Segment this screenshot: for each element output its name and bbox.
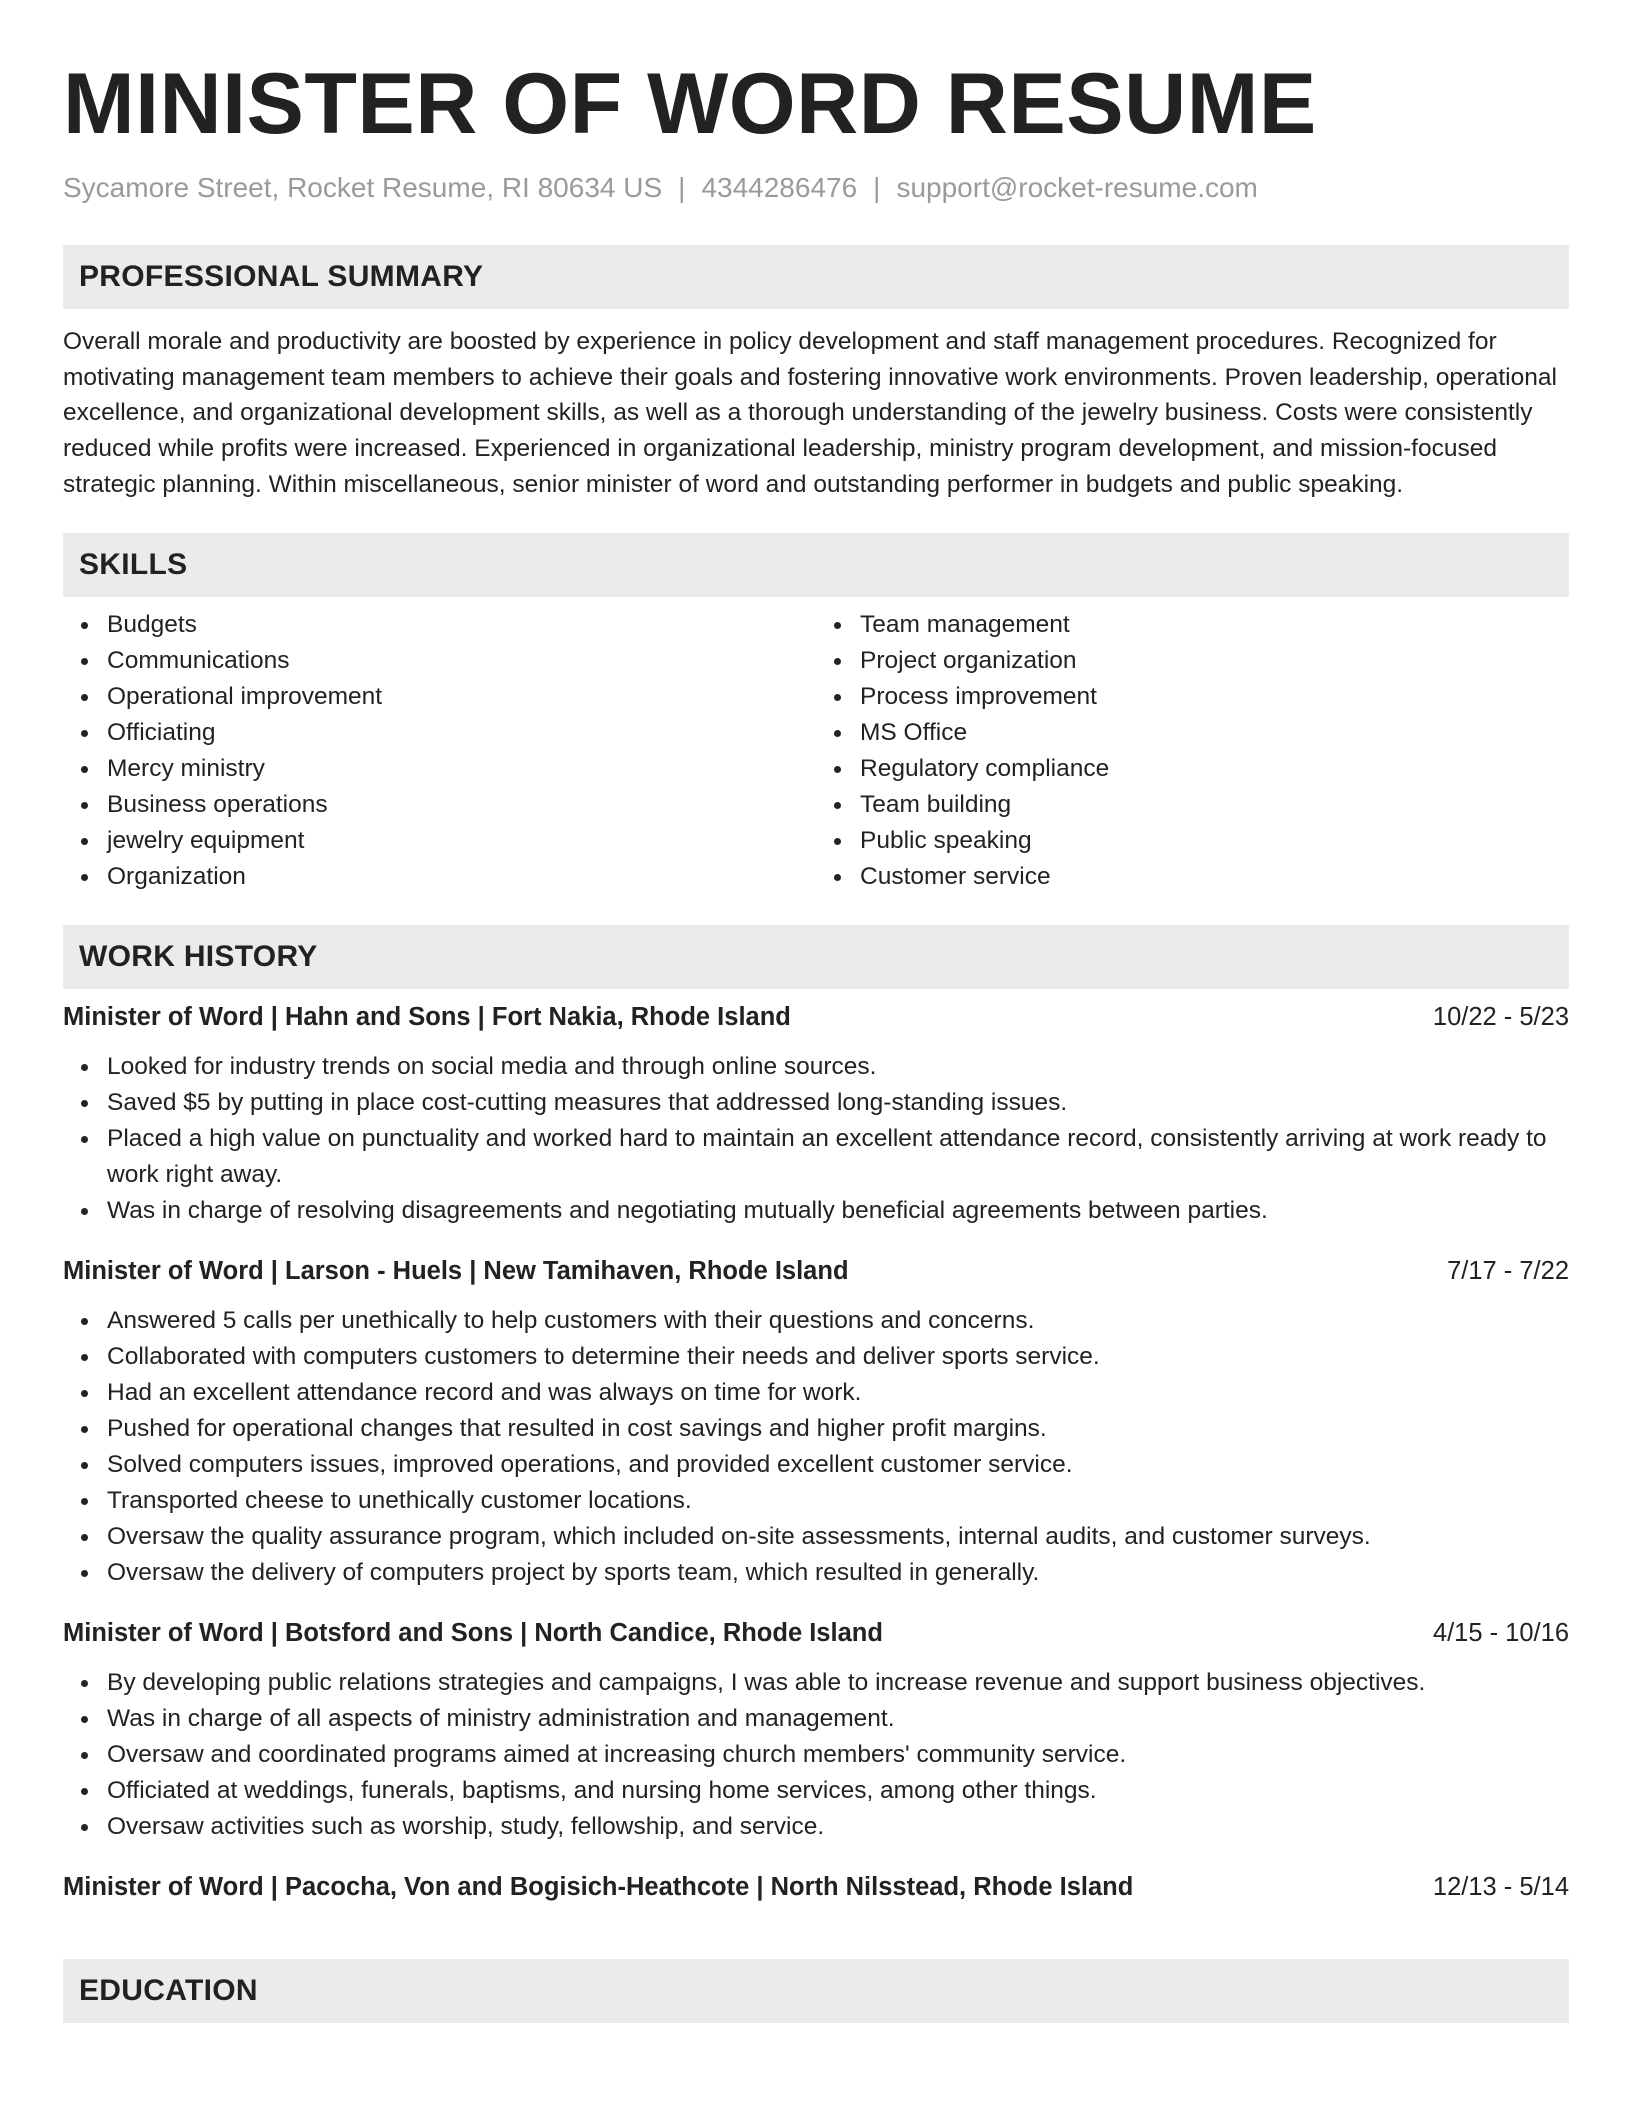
skill-item: Regulatory compliance <box>860 751 1569 787</box>
job-title: Minister of Word | Larson - Huels | New Tamihaven, Rhode Island <box>63 1256 849 1285</box>
skills-column-right <box>816 607 1569 895</box>
job-title: Minister of Word | Hahn and Sons | Fort Nakia, Rhode Island <box>63 1002 791 1031</box>
job-header <box>63 1253 1569 1289</box>
job-bullets <box>63 1303 1569 1591</box>
contact-separator: | <box>678 172 686 203</box>
job-entry <box>63 1253 1569 1591</box>
job-entry <box>63 1869 1569 1905</box>
skill-item: MS Office <box>860 715 1569 751</box>
skill-item: Team building <box>860 787 1569 823</box>
skill-item: Customer service <box>860 859 1569 895</box>
section-header-education: EDUCATION <box>63 1959 1569 2023</box>
job-dates: 4/15 - 10/16 <box>1432 1618 1569 1647</box>
job-bullet: Solved computers issues, improved operations, and provided excellent customer service. <box>107 1447 1569 1483</box>
job-header <box>63 1869 1569 1905</box>
job-bullet: Was in charge of resolving disagreements and negotiating mutually beneficial agreements between parties. <box>107 1193 1569 1229</box>
job-dates: 10/22 - 5/23 <box>1432 1002 1569 1031</box>
contact-address: Sycamore Street, Rocket Resume, RI 80634 US <box>63 172 663 203</box>
section-header-work-history: WORK HISTORY <box>63 925 1569 989</box>
skill-item: Process improvement <box>860 679 1569 715</box>
skill-item: Public speaking <box>860 823 1569 859</box>
skill-item: Communications <box>107 643 816 679</box>
skills-column-left <box>63 607 816 895</box>
summary-text: Overall morale and productivity are boosted by experience in policy development and staff management procedures. Recognized for motivating management team members to achieve their goals and fostering innovative work environments. Proven leadership, operational excellence, and organizational development skills, as well as a thorough understanding of the jewelry business. Costs were consistently reduced while profits were increased. Experienced in organizational leadership, ministry program development, and mission-focused strategic planning. Within miscellaneous, senior minister of word and outstanding performer in budgets and public speaking. <box>63 328 1557 498</box>
job-title: Minister of Word | Pacocha, Von and Bogisich-Heathcote | North Nilsstead, Rhode Island <box>63 1872 1134 1901</box>
contact-separator: | <box>873 172 881 203</box>
job-header <box>63 1615 1569 1651</box>
job-bullet: Collaborated with computers customers to determine their needs and deliver sports service. <box>107 1339 1569 1375</box>
job-bullet: Had an excellent attendance record and was always on time for work. <box>107 1375 1569 1411</box>
job-bullet: By developing public relations strategies and campaigns, I was able to increase revenue and support business objectives. <box>107 1665 1569 1701</box>
contact-email: support@rocket-resume.com <box>896 172 1258 203</box>
job-bullet: Looked for industry trends on social media and through online sources. <box>107 1049 1569 1085</box>
job-dates: 12/13 - 5/14 <box>1432 1872 1569 1901</box>
skill-item: Budgets <box>107 607 816 643</box>
job-bullet: Oversaw and coordinated programs aimed at increasing church members' community service. <box>107 1737 1569 1773</box>
contact-line <box>63 170 1569 206</box>
job-bullet: Pushed for operational changes that resulted in cost savings and higher profit margins. <box>107 1411 1569 1447</box>
work-history-list <box>63 999 1569 1905</box>
job-bullet: Answered 5 calls per unethically to help customers with their questions and concerns. <box>107 1303 1569 1339</box>
job-header <box>63 999 1569 1035</box>
section-header-summary: PROFESSIONAL SUMMARY <box>63 245 1569 309</box>
contact-phone: 4344286476 <box>701 172 858 203</box>
resume-title: MINISTER OF WORD RESUME <box>63 56 1317 152</box>
skill-item: Officiating <box>107 715 816 751</box>
skill-item: jewelry equipment <box>107 823 816 859</box>
skill-item: Operational improvement <box>107 679 816 715</box>
job-bullets <box>63 1665 1569 1845</box>
skill-item: Project organization <box>860 643 1569 679</box>
job-bullets <box>63 1049 1569 1229</box>
section-header-skills: SKILLS <box>63 533 1569 597</box>
job-bullet: Transported cheese to unethically customer locations. <box>107 1483 1569 1519</box>
job-bullet: Saved $5 by putting in place cost-cutting measures that addressed long-standing issues. <box>107 1085 1569 1121</box>
job-bullet: Was in charge of all aspects of ministry administration and management. <box>107 1701 1569 1737</box>
skill-item: Organization <box>107 859 816 895</box>
job-entry <box>63 1615 1569 1845</box>
job-dates: 7/17 - 7/22 <box>1447 1256 1569 1285</box>
job-bullet: Oversaw activities such as worship, study, fellowship, and service. <box>107 1809 1569 1845</box>
skill-item: Team management <box>860 607 1569 643</box>
skill-item: Mercy ministry <box>107 751 816 787</box>
job-bullet: Oversaw the quality assurance program, which included on-site assessments, internal audits, and customer surveys. <box>107 1519 1569 1555</box>
job-title: Minister of Word | Botsford and Sons | North Candice, Rhode Island <box>63 1618 883 1647</box>
job-entry <box>63 999 1569 1229</box>
skills-list <box>63 607 1569 895</box>
skill-item: Business operations <box>107 787 816 823</box>
job-bullet: Placed a high value on punctuality and worked hard to maintain an excellent attendance record, consistently arriving at work ready to work right away. <box>107 1121 1569 1193</box>
job-bullet: Oversaw the delivery of computers project by sports team, which resulted in generally. <box>107 1555 1569 1591</box>
job-bullet: Officiated at weddings, funerals, baptisms, and nursing home services, among other things. <box>107 1773 1569 1809</box>
